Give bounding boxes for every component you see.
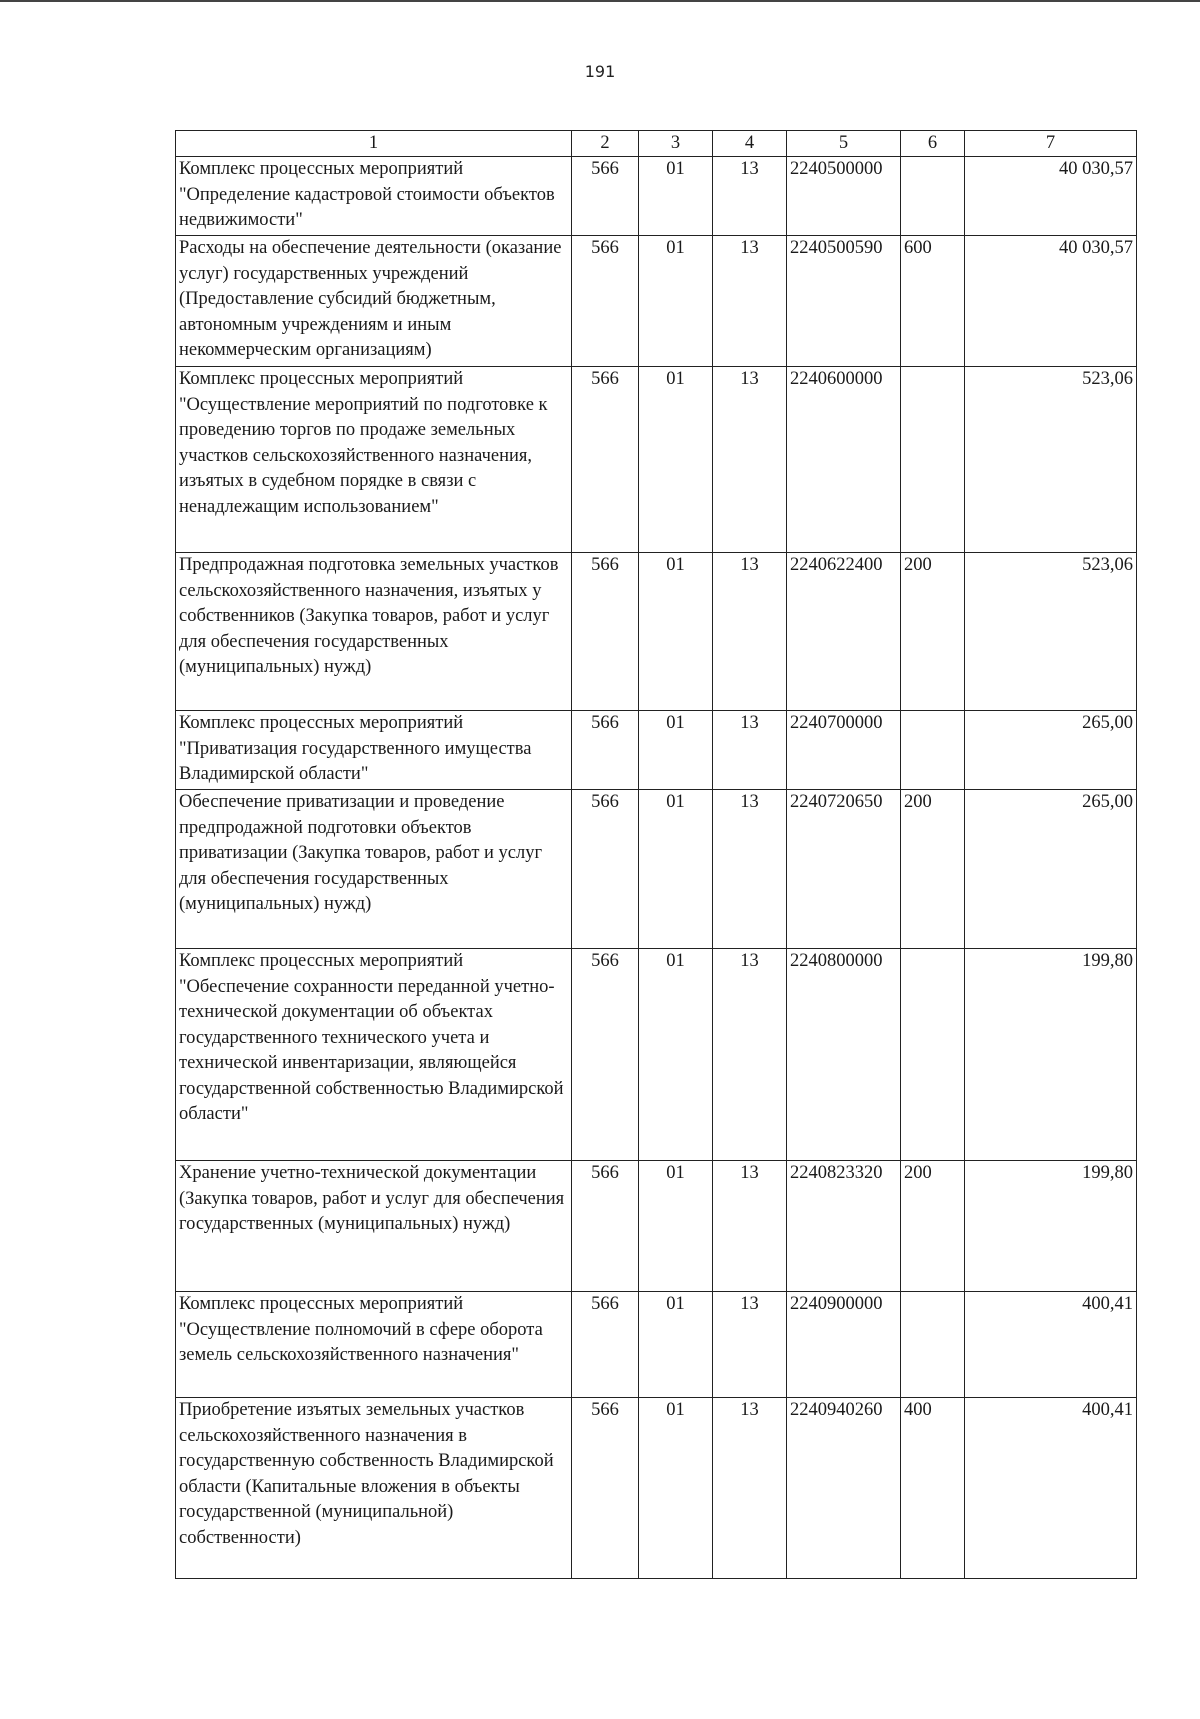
row-target-article: 2240823320	[787, 1161, 901, 1292]
row-target-article: 2240500000	[787, 157, 901, 236]
row-grbs: 566	[572, 1292, 639, 1398]
row-target-article: 2240800000	[787, 949, 901, 1161]
row-target-article: 2240900000	[787, 1292, 901, 1398]
row-target-article: 2240700000	[787, 711, 901, 790]
row-sum: 523,06	[965, 553, 1137, 711]
row-target-article: 2240600000	[787, 367, 901, 553]
row-expense-type	[901, 711, 965, 790]
row-target-article: 2240622400	[787, 553, 901, 711]
row-sum: 265,00	[965, 711, 1137, 790]
row-sum: 40 030,57	[965, 157, 1137, 236]
header-row	[176, 131, 1137, 157]
scan-top-edge	[0, 0, 1200, 2]
row-section: 01	[639, 949, 713, 1161]
row-section: 01	[639, 236, 713, 367]
row-grbs: 566	[572, 1398, 639, 1579]
row-expense-type	[901, 157, 965, 236]
budget-table	[175, 130, 1137, 1579]
row-sum: 523,06	[965, 367, 1137, 553]
column-header: 3	[639, 131, 713, 157]
row-name: Комплекс процессных мероприятий "Обеспечение сохранности переданной учетно-технической документации об объектах государственного технического учета и технической инвентаризации, являющейся государственной собственностью Владимирской области"	[176, 949, 572, 1161]
column-header: 5	[787, 131, 901, 157]
table-row	[176, 553, 1137, 711]
table-row	[176, 790, 1137, 949]
row-section: 01	[639, 157, 713, 236]
row-target-article: 2240500590	[787, 236, 901, 367]
row-grbs: 566	[572, 157, 639, 236]
row-section: 01	[639, 1161, 713, 1292]
row-subsection: 13	[713, 711, 787, 790]
column-header: 4	[713, 131, 787, 157]
table-row	[176, 157, 1137, 236]
column-header: 1	[176, 131, 572, 157]
row-name: Хранение учетно-технической документации (Закупка товаров, работ и услуг для обеспечения государственных (муниципальных) нужд)	[176, 1161, 572, 1292]
row-grbs: 566	[572, 949, 639, 1161]
column-header: 7	[965, 131, 1137, 157]
row-name: Приобретение изъятых земельных участков сельскохозяйственного назначения в государственную собственность Владимирской области (Капитальные вложения в объекты государственной (муниципальной) собственности)	[176, 1398, 572, 1579]
row-name: Комплекс процессных мероприятий "Определение кадастровой стоимости объектов недвижимости"	[176, 157, 572, 236]
row-expense-type: 200	[901, 553, 965, 711]
row-subsection: 13	[713, 790, 787, 949]
row-subsection: 13	[713, 553, 787, 711]
row-expense-type: 200	[901, 790, 965, 949]
row-grbs: 566	[572, 790, 639, 949]
row-grbs: 566	[572, 553, 639, 711]
row-grbs: 566	[572, 236, 639, 367]
table-row	[176, 367, 1137, 553]
table-row	[176, 1292, 1137, 1398]
row-grbs: 566	[572, 1161, 639, 1292]
row-sum: 400,41	[965, 1292, 1137, 1398]
row-name: Комплекс процессных мероприятий "Приватизация государственного имущества Владимирской области"	[176, 711, 572, 790]
table-row	[176, 711, 1137, 790]
row-expense-type: 400	[901, 1398, 965, 1579]
row-subsection: 13	[713, 1292, 787, 1398]
row-sum: 199,80	[965, 1161, 1137, 1292]
row-grbs: 566	[572, 711, 639, 790]
row-name: Комплекс процессных мероприятий "Осуществление мероприятий по подготовке к проведению торгов по продаже земельных участков сельскохозяйственного назначения, изъятых в судебном порядке в связи с ненадлежащим использованием"	[176, 367, 572, 553]
row-subsection: 13	[713, 949, 787, 1161]
row-target-article: 2240720650	[787, 790, 901, 949]
row-subsection: 13	[713, 367, 787, 553]
row-expense-type	[901, 367, 965, 553]
table-row	[176, 949, 1137, 1161]
row-name: Расходы на обеспечение деятельности (оказание услуг) государственных учреждений (Предоставление субсидий бюджетным, автономным учреждениям и иным некоммерческим организациям)	[176, 236, 572, 367]
row-section: 01	[639, 790, 713, 949]
row-expense-type	[901, 1292, 965, 1398]
page-number: 191	[584, 62, 616, 81]
row-section: 01	[639, 367, 713, 553]
row-section: 01	[639, 553, 713, 711]
table-row	[176, 1398, 1137, 1579]
row-name: Комплекс процессных мероприятий "Осуществление полномочий в сфере оборота земель сельскохозяйственного назначения"	[176, 1292, 572, 1398]
row-grbs: 566	[572, 367, 639, 553]
row-subsection: 13	[713, 157, 787, 236]
row-expense-type: 600	[901, 236, 965, 367]
row-expense-type: 200	[901, 1161, 965, 1292]
table-row	[176, 1161, 1137, 1292]
row-sum: 40 030,57	[965, 236, 1137, 367]
row-target-article: 2240940260	[787, 1398, 901, 1579]
row-subsection: 13	[713, 1161, 787, 1292]
row-section: 01	[639, 711, 713, 790]
row-subsection: 13	[713, 1398, 787, 1579]
row-expense-type	[901, 949, 965, 1161]
row-sum: 265,00	[965, 790, 1137, 949]
row-section: 01	[639, 1398, 713, 1579]
column-header: 6	[901, 131, 965, 157]
row-name: Предпродажная подготовка земельных участков сельскохозяйственного назначения, изъятых у собственников (Закупка товаров, работ и услуг для обеспечения государственных (муниципальных) нужд)	[176, 553, 572, 711]
table-row	[176, 236, 1137, 367]
row-section: 01	[639, 1292, 713, 1398]
row-name: Обеспечение приватизации и проведение предпродажной подготовки объектов приватизации (Закупка товаров, работ и услуг для обеспечения государственных (муниципальных) нужд)	[176, 790, 572, 949]
row-sum: 400,41	[965, 1398, 1137, 1579]
row-sum: 199,80	[965, 949, 1137, 1161]
row-subsection: 13	[713, 236, 787, 367]
column-header: 2	[572, 131, 639, 157]
